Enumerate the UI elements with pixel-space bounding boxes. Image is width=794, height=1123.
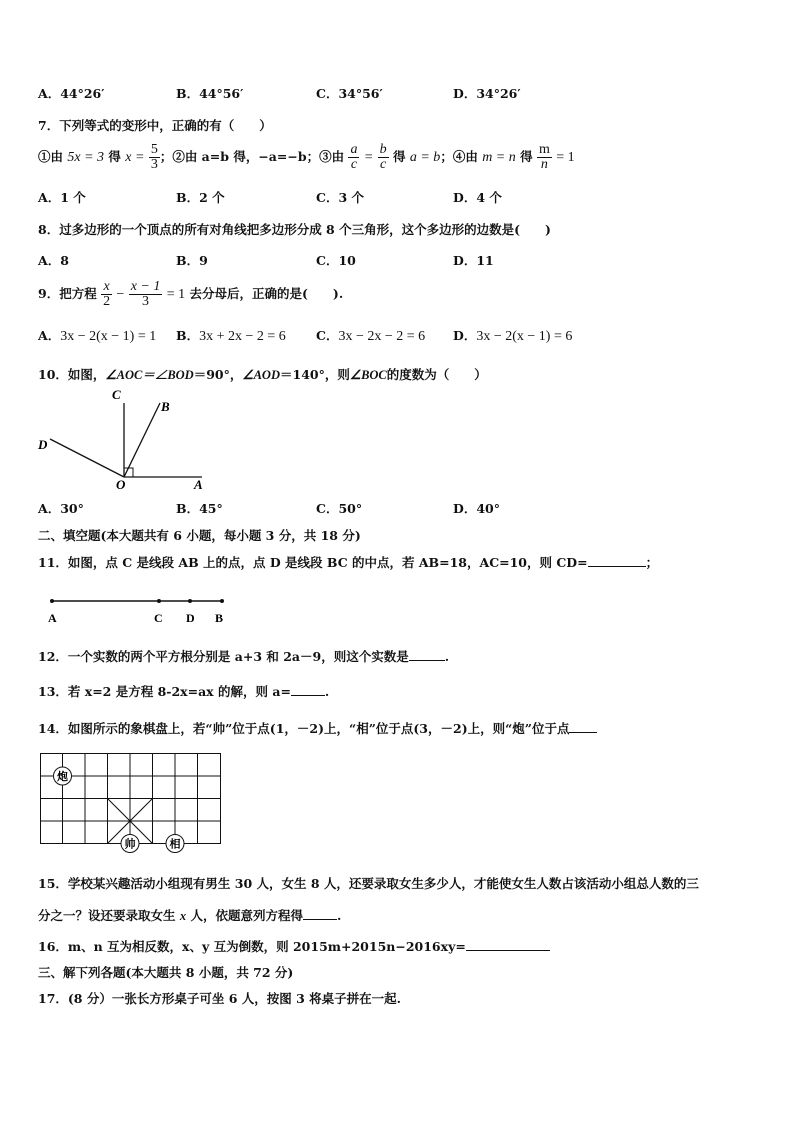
q15-variable: x [179,909,187,923]
option-math: 3x − 2(x − 1) = 6 [476,329,573,344]
section-2-heading: 二、填空题(本大题共有 6 小题，每小题 3 分，共 18 分) [38,528,361,543]
numerator: x − 1 [130,279,161,294]
piece-pao [54,767,72,785]
q7-math: = 1 [556,150,575,165]
q9-text: 9．把方程 [38,286,97,301]
numerator: 5 [150,142,158,157]
q7-option-d: D．4 个 [453,190,502,205]
q7-text: 得 [392,149,406,164]
label-c: C [154,611,163,625]
denominator: 3 [150,157,158,172]
q6-option-a: A．44°26′ [38,86,105,101]
q10-math: ∠AOC＝∠BOD [105,368,194,382]
q6-option-d: D．34°26′ [453,86,521,101]
section-3-heading: 三、解下列各题(本大题共 8 小题，共 72 分) [38,965,294,980]
option-math: 3x − 2(x − 1) = 1 [60,329,157,344]
denominator: n [540,157,548,172]
q7-text: ①由 [38,149,64,164]
q11-stem [38,553,658,571]
q8-option-b: B．9 [176,253,208,268]
answer-blank[interactable] [569,732,597,733]
q15-text: . [337,908,342,923]
answer-blank[interactable] [291,695,325,696]
q7-fraction [537,143,552,172]
q14-text: 14．如图所示的象棋盘上，若“帅”位于点(1，－2)上，“相”位于点(3，－2)上，则“炮”位于点 [38,721,570,736]
q9-text: 去分母后，正确的是( ). [189,286,344,301]
q9-fraction [101,280,112,309]
q7-text: 得 [520,149,533,164]
point-d [188,599,192,603]
label-c: C [112,387,121,402]
numerator: a [350,142,358,157]
q9-math: − [116,287,125,302]
q6-option-b: B．44°56′ [176,86,244,101]
board-grid [41,754,221,844]
q9-option-a [38,326,156,345]
q7-math: x = [125,150,145,165]
q14-chessboard-figure [40,753,224,857]
q15-text: 分之一？设还要录取女生 [38,908,176,923]
q10-text: ＝90° [193,367,230,382]
q10-text: ，则 [324,367,350,382]
q7-option-c: C．3 个 [316,190,364,205]
q10-math: ∠BOC [349,368,387,382]
q10-option-c: C．50° [316,501,363,516]
ray-ob [124,403,160,477]
q10-option-a: A．30° [38,501,84,516]
label-d: D [38,437,48,452]
q16-text: 16．m、n 互为相反数，x、y 互为倒数，则 2015m+2015n−2016xy= [38,939,466,954]
q11-text: ； [645,555,659,570]
label-a: A [194,477,203,492]
q15-line-2 [38,906,341,924]
q10-text: ， [229,367,243,382]
q10-angle-figure [30,385,220,495]
q7-text: ；②由 a=b 得，−a=−b；③由 [159,149,345,164]
answer-blank[interactable] [303,919,337,920]
q11-segment-figure [42,592,242,628]
q7-option-a: A．1 个 [38,190,86,205]
q13-stem [38,682,329,700]
q9-math: = 1 [166,287,186,302]
q7-fraction [348,143,359,172]
q16-stem [38,937,550,955]
label-d: D [186,611,195,625]
label-o: O [116,477,126,492]
q7-fraction [378,143,389,172]
q7-math: a = b [409,150,441,165]
denominator: 3 [142,294,150,309]
numerator: x [101,280,112,295]
piece-xiang-label: 相 [169,838,181,851]
q7-fraction [149,143,160,172]
q17-stem: 17．(8 分）一张长方形桌子可坐 6 人，按图 3 将桌子拼在一起. [38,991,402,1006]
q7-statements [38,140,575,175]
q8-stem: 8．过多边形的一个顶点的所有对角线把多边形分成 8 个三角形，这个多边形的边数是( ) [38,222,551,237]
q13-text: . [324,684,330,699]
q10-option-d: D．40° [453,501,500,516]
option-math: 3x + 2x − 2 = 6 [199,329,286,344]
q10-text: 的度数为（ ） [386,367,487,382]
q8-option-a: A．8 [38,253,69,268]
label-a: A [48,611,57,625]
q10-text: ＝140° [280,367,325,382]
q10-math: ∠AOD [242,368,280,382]
piece-shuai [121,835,139,853]
q12-stem [38,647,449,665]
option-math: 3x − 2x − 2 = 6 [338,329,426,344]
q7-math: 5x = 3 [67,150,105,165]
point-c [157,599,161,603]
numerator: b [379,142,387,157]
ray-od [50,439,124,477]
option-label: C． [316,328,339,343]
q7-text: ；④由 [440,149,478,164]
label-b: B [215,611,224,625]
label-b: B [161,399,170,414]
q9-fraction [129,280,163,309]
answer-blank[interactable] [409,660,445,661]
denominator: c [380,157,387,172]
q10-option-b: B．45° [176,501,223,516]
q8-option-c: C．10 [316,253,356,268]
q14-stem [38,719,597,737]
piece-xiang [166,835,184,853]
piece-shuai-label: 帅 [124,838,136,851]
q7-stem: 7．下列等式的变形中，正确的有（ ） [38,118,272,133]
q7-option-b: B．2 个 [176,190,225,205]
q15-text: 人，依题意列方程得 [190,908,303,923]
denominator: 2 [103,294,111,309]
q15-line-1: 15．学校某兴趣活动小组现有男生 30 人，女生 8 人，还要录取女生多少人，才能使女生人数占该活动小组总人数的三 [38,876,699,891]
answer-blank[interactable] [466,950,550,951]
q10-text: 10．如图， [38,367,106,382]
piece-pao-label: 炮 [57,771,68,783]
option-label: B． [176,328,200,343]
q11-text: 11．如图，点 C 是线段 AB 上的点，点 D 是线段 BC 的中点，若 AB=18，AC=10，则 CD= [38,555,588,570]
numerator: m [538,142,550,157]
q12-text: 12．一个实数的两个平方根分别是 a+3 和 2a－9，则这个实数是 [38,649,409,664]
option-label: A． [38,328,61,343]
answer-blank[interactable] [588,566,646,567]
q7-math: = [363,150,374,165]
point-a [50,599,54,603]
q9-option-d [453,326,572,345]
q9-option-c [316,326,425,345]
q9-option-b [176,326,286,345]
q9-stem [38,276,343,313]
q12-text: . [444,649,450,664]
q13-text: 13．若 x=2 是方程 8-2x=ax 的解，则 a= [38,684,291,699]
q8-option-d: D．11 [453,253,494,268]
q6-option-c: C．34°56′ [316,86,383,101]
q7-math: m = n [482,150,516,165]
point-b [220,599,224,603]
denominator: c [350,157,358,172]
option-label: D． [453,328,477,343]
q10-stem [38,365,487,383]
q7-text: 得 [108,149,121,164]
